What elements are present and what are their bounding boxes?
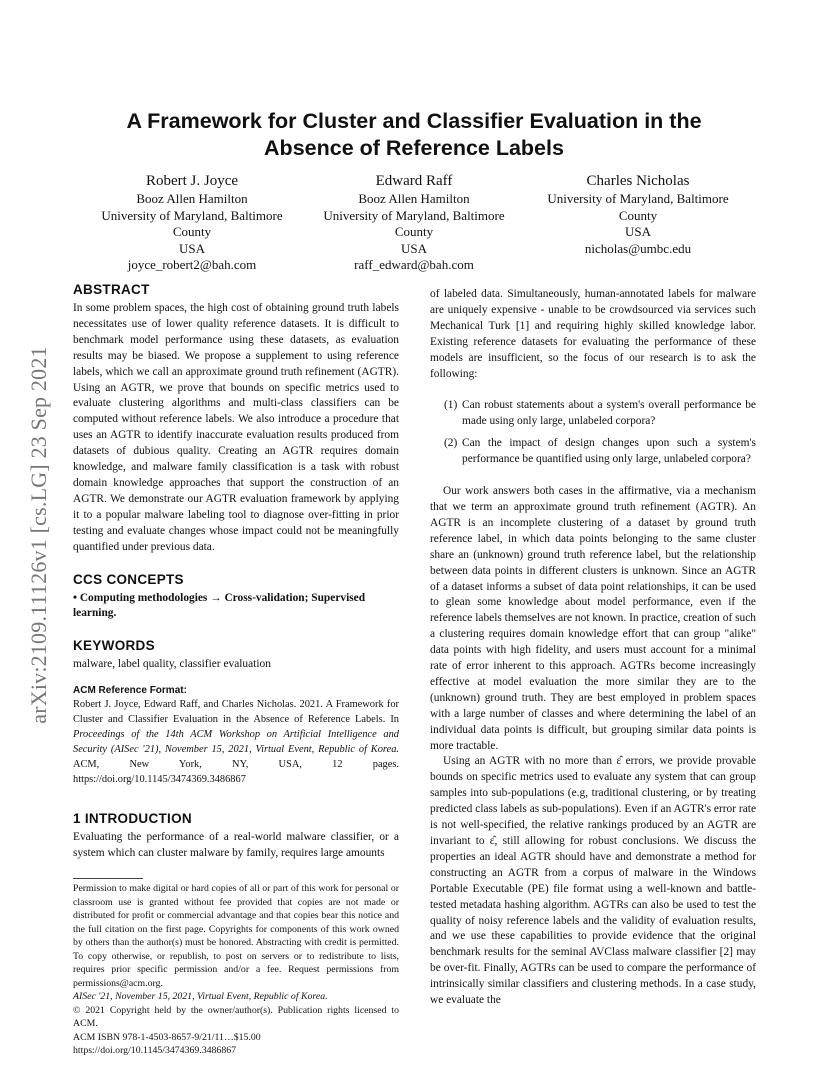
author-block-2 [314,172,514,274]
introduction-text-left: Evaluating the performance of a real-world malware classifier, or a system which can cluster malware by family, requires large amounts [73,831,399,860]
ccs-text: • Computing methodologies → Cross-validation; Supervised learning. [73,591,366,620]
author-name: Edward Raff [375,173,453,189]
author-block-1 [92,172,292,274]
question-item [430,436,756,468]
footnote-rule [73,878,143,879]
intro-paragraph-2: Our work answers both cases in the affirmative, via a mechanism that we term an approximate ground truth refinement (AGTR). An AGTR is an incomplete clustering of a dataset by ground truth reference label, in which data points belonging to the same cluster share an (unknown) ground truth reference label, but the relationship between data points in different clusters is unknown. Since an AGTR of a dataset informs a subset of data point relationships, it can be used to glean some knowledge about model performance, even if the reference labels themselves are not known. In practice, creation of such a clustering requires domain knowledge effort that can group "alike" data points with high fidelity, and users must account for a minimal rate of error inherent to this approach. AGTRs become increasingly effective at model evaluation the more similar they are to the (unknown) ground truth. They are best employed in problem spaces with a large number of classes and where determining the label of an individual data points is difficult, but grouping similar data points is more tractable. [430,485,756,752]
keywords-text: malware, label quality, classifier evaluation [73,658,271,671]
question-item [430,398,756,430]
arxiv-identifier: arXiv:2109.11126v1 [cs.LG] 23 Sep 2021 [26,346,51,724]
author-affiliation: University of Maryland, Baltimore [547,191,729,206]
abstract-text: In some problem spaces, the high cost of obtaining ground truth labels necessitates use of lower quality reference datasets. It is difficult to benchmark model performance using these datasets, as evaluation results may be biased. We propose a supplement to using reference labels, which we call an approximate ground truth refinement (AGTR). Using an AGTR, we prove that bounds on specific metrics used to evaluate clustering algorithms and multi-class classifiers can be computed without reference labels. We also introduce a procedure that uses an AGTR to identify inaccurate evaluation results produced from datasets of dubious quality. Creating an AGTR requires domain knowledge, and malware family classification is a task with robust domain knowledge approaches that support the construction of an AGTR. We demonstrate our AGTR evaluation framework by applying it to a popular malware labeling tool to diagnose over-fitting in prior testing and evaluate changes whose impact could not be meaningfully quantified under previous data. [73,302,399,553]
title-line-2: Absence of Reference Labels [264,136,564,160]
author-block-3 [538,172,738,257]
footnote-venue: AISec '21, November 15, 2021, Virtual Event, Republic of Korea. [73,991,328,1003]
intro-paragraph-3: Using an AGTR with no more than ε̂ errors, we provide provable bounds on specific metrics used to evaluate any system that can group samples into sub-populations (e.g, traditional clustering, or by treating predicted class labels as sub-populations). Even if an AGTR's error rate is not well-specified, the relative rankings produced by an AGTR are invariant to ε̂, still allowing for robust conclusions. We discuss the properties an ideal AGTR should have and demonstrate a method for constructing an AGTR from a corpus of malware in the Windows Portable Executable (PE) file format using a well-known and battle-tested metadata hashing algorithm. AGTRs can also be used to test the quality of noisy reference labels and the validity of evaluation results, and we use these capabilities to provide evidence that the original benchmark results for the seminal AVClass malware classifier [2] may be over-fit. Finally, AGTRs can be used to compare the performance of intrinsically similar classifiers and clustering methods. In a case study, we evaluate the [430,755,756,1007]
author-name: Robert J. Joyce [145,173,239,189]
keywords-heading: KEYWORDS [73,638,155,654]
footnote-doi: https://doi.org/10.1145/3474369.3486867 [73,1045,237,1057]
author-affiliation: University of Maryland, Baltimore [323,207,505,223]
author-affiliation: County [172,224,212,240]
title-line-1: A Framework for Cluster and Classifier Evaluation in the [126,109,702,133]
author-affiliation: County [618,207,658,223]
author-affiliation: Booz Allen Hamilton [358,191,470,206]
author-country: USA [400,240,427,256]
question-text: Can robust statements about a system's overall performance be made using only large, unlabeled corpora? [462,399,756,428]
ccs-heading: CCS CONCEPTS [73,571,184,587]
paper-title [60,108,768,162]
acm-reference-text [73,697,399,787]
footnote-permission: Permission to make digital or hard copies of all or part of this work for personal or classroom use is granted without fee provided that copies are not made or distributed for profit or commercial advantage and that copies bear this notice and the full citation on the first page. Copyrights for components of this work owned by others than the author(s) must be honored. Abstracting with credit is permitted. To copy otherwise, or republish, to post on servers or to redistribute to lists, requires prior specific permission and/or a fee. Request permissions from permissions@acm.org. [73,883,399,989]
author-email: nicholas@umbc.edu [584,240,692,256]
footnote-copyright: © 2021 Copyright held by the owner/author(s). Publication rights licensed to ACM. [73,1004,399,1030]
intro-paragraph-1: of labeled data. Simultaneously, human-annotated labels for malware are uniquely expensive - unable to be crowdsourced via services such Mechanical Turk [1] and requiring highly skilled knowledge labor. Existing reference datasets for evaluating the performance of these models are insufficient, so the focus of our research is to ask the following: [430,288,756,380]
author-affiliation: Booz Allen Hamilton [136,191,248,206]
acm-reference-venue: Proceedings of the 14th ACM Workshop on Artificial Intelligence and Security (AISec '21), November 15, 2021, Virtual Event, Republic of Korea. [73,729,399,756]
question-number: (2) [444,437,458,450]
author-affiliation: County [394,224,434,240]
abstract-heading: ABSTRACT [73,282,150,297]
footnote-isbn: ACM ISBN 978-1-4503-8657-9/21/11…$15.00 [73,1031,261,1043]
author-affiliation: University of Maryland, Baltimore [101,207,283,223]
acm-reference-part-1: Robert J. Joyce, Edward Raff, and Charles Nicholas. 2021. A Framework for Cluster and Classifier Evaluation in the Absence of Reference Labels. In [73,699,399,726]
question-text: Can the impact of design changes upon such a system's performance be quantified using only large, unlabeled corpora? [462,437,756,466]
acm-reference-heading: ACM Reference Format: [73,685,187,697]
right-column [430,287,756,1009]
author-country: USA [624,224,651,240]
arxiv-sidebar [14,300,64,770]
left-column [73,282,399,1058]
author-name: Charles Nicholas [586,173,690,189]
question-number: (1) [444,399,458,412]
author-email: raff_edward@bah.com [354,257,474,273]
acm-reference-part-2: ACM, New York, NY, USA, 12 pages. https://doi.org/10.1145/3474369.3486867 [73,759,399,786]
research-questions [430,398,756,468]
author-country: USA [178,240,205,256]
introduction-heading: 1 INTRODUCTION [73,811,192,827]
author-email: joyce_robert2@bah.com [127,257,257,273]
